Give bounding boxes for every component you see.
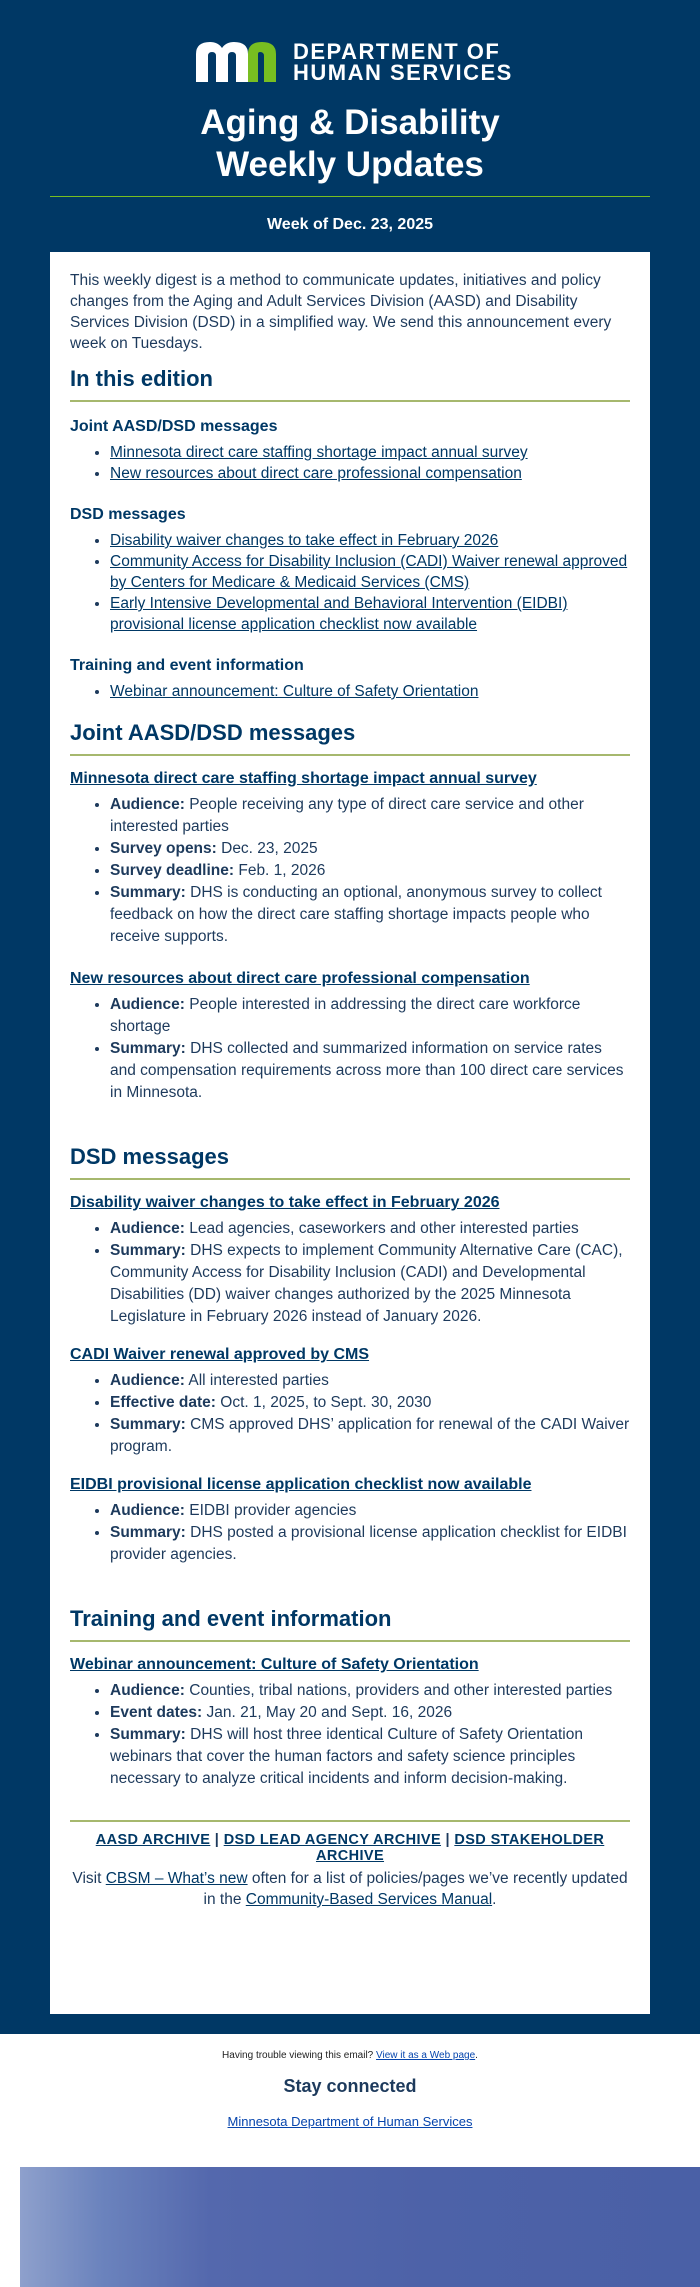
detail-text: Oct. 1, 2025, to Sept. 30, 2030 bbox=[215, 1394, 432, 1411]
list-item bbox=[110, 1414, 630, 1458]
dhs-logo[interactable] bbox=[196, 39, 516, 85]
detail-text: Jan. 21, May 20 and Sept. 16, 2026 bbox=[202, 1704, 453, 1721]
detail-text: People interested in addressing the direct care workforce shortage bbox=[110, 996, 581, 1035]
detail-label: Summary: bbox=[110, 1242, 186, 1259]
section-heading: Training and event information bbox=[70, 1606, 630, 1642]
toc-group-title: Joint AASD/DSD messages bbox=[70, 418, 278, 435]
view-web-page-link[interactable]: View it as a Web page bbox=[376, 2050, 476, 2061]
toc-link[interactable]: Community Access for Disability Inclusion (CADI) Waiver renewal approved by Centers for Medicare & Medicaid Services (CMS) bbox=[110, 553, 628, 591]
detail-label: Event dates: bbox=[110, 1704, 203, 1721]
detail-text: DHS is conducting an optional, anonymous survey to collect feedback on how the direct care staffing shortage impacts people who receive supports. bbox=[110, 884, 602, 945]
detail-text: DHS will host three identical Culture of Safety Orientation webinars that cover the human factors and safety science principles necessary to analyze critical incidents and inform decision-making. bbox=[110, 1726, 583, 1787]
list-item bbox=[110, 838, 630, 860]
list-item bbox=[110, 1702, 630, 1724]
title-line2: Weekly Updates bbox=[216, 145, 484, 184]
separator: | bbox=[210, 1832, 224, 1848]
detail-label: Audience: bbox=[110, 1682, 185, 1699]
week-label: Week of Dec. 23, 2025 bbox=[266, 216, 434, 233]
toc-group-title: Training and event information bbox=[70, 657, 304, 674]
list-item bbox=[110, 1680, 630, 1702]
article-details bbox=[70, 794, 630, 948]
list-item bbox=[110, 681, 630, 702]
detail-text: DHS expects to implement Community Alternative Care (CAC), Community Access for Disability Inclusion (CADI) and Developmental Disabilities (DD) waiver changes authorized by the 2025 Minnesota Legislature in February 2026 instead of January 2026. bbox=[110, 1242, 623, 1325]
article-details bbox=[70, 1370, 630, 1458]
detail-text: DHS collected and summarized information on service rates and compensation requirements across more than 100 direct care services in Minnesota. bbox=[110, 1040, 624, 1101]
footer-divider bbox=[70, 1820, 630, 1822]
trouble-viewing bbox=[0, 2050, 700, 2061]
article-title bbox=[70, 1346, 630, 1364]
detail-label: Audience: bbox=[110, 1372, 185, 1389]
list-item bbox=[110, 442, 630, 463]
section-heading: Joint AASD/DSD messages bbox=[70, 720, 630, 756]
detail-text: Counties, tribal nations, providers and other interested parties bbox=[184, 1682, 613, 1699]
detail-label: Summary: bbox=[110, 1726, 186, 1743]
header-divider bbox=[50, 196, 650, 197]
separator: | bbox=[441, 1832, 455, 1848]
footer-note bbox=[70, 1868, 630, 1910]
article-title bbox=[70, 970, 630, 988]
toc-list bbox=[70, 530, 630, 635]
article-title bbox=[70, 1194, 630, 1212]
list-item bbox=[110, 1724, 630, 1790]
stay-connected-heading: Stay connected bbox=[283, 2076, 417, 2096]
detail-label: Audience: bbox=[110, 996, 185, 1013]
page-title bbox=[0, 102, 700, 186]
article-details bbox=[70, 1680, 630, 1790]
article-details bbox=[70, 1218, 630, 1328]
detail-text: CMS approved DHS’ application for renewal of the CADI Waiver program. bbox=[110, 1416, 630, 1455]
note-text: . bbox=[492, 1891, 497, 1908]
toc-heading: In this edition bbox=[70, 366, 630, 402]
toc-link[interactable]: New resources about direct care professional compensation bbox=[110, 465, 522, 482]
note-text: often for a list of policies/pages we’ve recently updated in the bbox=[203, 1870, 628, 1908]
trouble-post: . bbox=[475, 2050, 478, 2061]
article-link[interactable]: CADI Waiver renewal approved by CMS bbox=[70, 1346, 370, 1363]
article-title bbox=[70, 1656, 630, 1674]
toc-link[interactable]: Early Intensive Developmental and Behavioral Intervention (EIDBI) provisional license application checklist now available bbox=[110, 595, 568, 633]
dsd-lead-agency-archive-link[interactable]: DSD LEAD AGENCY ARCHIVE bbox=[223, 1832, 442, 1848]
article-title bbox=[70, 1476, 630, 1494]
detail-text: EIDBI provider agencies bbox=[184, 1502, 357, 1519]
list-item bbox=[110, 463, 630, 484]
section-heading: DSD messages bbox=[70, 1144, 630, 1180]
detail-label: Summary: bbox=[110, 1416, 186, 1433]
toc-link[interactable]: Minnesota direct care staffing shortage impact annual survey bbox=[110, 444, 528, 461]
archive-links bbox=[70, 1832, 630, 1864]
article-details bbox=[70, 1500, 630, 1566]
detail-text: Feb. 1, 2026 bbox=[234, 862, 326, 879]
toc-link[interactable]: Disability waiver changes to take effect in February 2026 bbox=[110, 532, 499, 549]
table-of-contents bbox=[70, 418, 630, 702]
logo-text bbox=[293, 41, 513, 83]
content-card bbox=[50, 252, 650, 2014]
article-link[interactable]: EIDBI provisional license application checklist now available bbox=[70, 1476, 532, 1493]
cbsm-manual-link[interactable]: Community-Based Services Manual bbox=[245, 1891, 493, 1908]
list-item bbox=[110, 1370, 630, 1392]
list-item bbox=[110, 530, 630, 551]
detail-label: Effective date: bbox=[110, 1394, 216, 1411]
detail-label: Survey deadline: bbox=[110, 862, 235, 879]
article-link[interactable]: Disability waiver changes to take effect in February 2026 bbox=[70, 1194, 500, 1211]
toc-group-title: DSD messages bbox=[70, 506, 186, 523]
toc-link[interactable]: Webinar announcement: Culture of Safety Orientation bbox=[110, 683, 479, 700]
trouble-text: Having trouble viewing this email? bbox=[222, 2050, 377, 2061]
toc-list bbox=[70, 681, 630, 702]
dsd-stakeholder-archive-link[interactable]: DSD STAKEHOLDER ARCHIVE bbox=[315, 1832, 605, 1864]
detail-label: Survey opens: bbox=[110, 840, 217, 857]
mn-logo-icon bbox=[196, 40, 286, 82]
detail-label: Summary: bbox=[110, 1040, 186, 1057]
detail-label: Audience: bbox=[110, 796, 185, 813]
note-text: Visit bbox=[72, 1870, 106, 1887]
article-link[interactable]: Webinar announcement: Culture of Safety Orientation bbox=[70, 1656, 479, 1673]
list-item bbox=[110, 882, 630, 948]
detail-label: Audience: bbox=[110, 1220, 185, 1237]
article-details bbox=[70, 994, 630, 1104]
list-item bbox=[110, 1522, 630, 1566]
detail-text: All interested parties bbox=[184, 1372, 329, 1389]
detail-text: Dec. 23, 2025 bbox=[216, 840, 318, 857]
list-item bbox=[110, 1038, 630, 1104]
article-title bbox=[70, 770, 630, 788]
list-item bbox=[110, 794, 630, 838]
detail-label: Summary: bbox=[110, 1524, 186, 1541]
list-item bbox=[110, 1392, 630, 1414]
detail-text: People receiving any type of direct care service and other interested parties bbox=[110, 796, 584, 835]
list-item bbox=[110, 551, 630, 593]
dhs-link-wrap bbox=[0, 2114, 700, 2129]
logo-text-line1: DEPARTMENT OF bbox=[293, 39, 501, 64]
list-item bbox=[110, 1218, 630, 1240]
detail-label: Summary: bbox=[110, 884, 186, 901]
article-link[interactable]: New resources about direct care professional compensation bbox=[70, 970, 530, 987]
detail-label: Audience: bbox=[110, 1502, 185, 1519]
email-footer bbox=[0, 2034, 700, 2287]
list-item bbox=[110, 860, 630, 882]
cbsm-whats-new-link[interactable]: CBSM – What’s new bbox=[105, 1870, 248, 1887]
list-item bbox=[110, 593, 630, 635]
footer-banner-image bbox=[20, 2167, 700, 2287]
detail-text: DHS posted a provisional license application checklist for EIDBI provider agencies. bbox=[110, 1524, 627, 1563]
detail-text: Lead agencies, caseworkers and other interested parties bbox=[184, 1220, 579, 1237]
list-item bbox=[110, 1500, 630, 1522]
list-item bbox=[110, 1240, 630, 1328]
toc-list bbox=[70, 442, 630, 484]
title-line1: Aging & Disability bbox=[200, 103, 500, 142]
article-link[interactable]: Minnesota direct care staffing shortage impact annual survey bbox=[70, 770, 537, 787]
dhs-website-link[interactable]: Minnesota Department of Human Services bbox=[227, 2114, 473, 2129]
list-item bbox=[110, 994, 630, 1038]
intro-paragraph: This weekly digest is a method to communicate updates, initiatives and policy changes from the Aging and Adult Services Division (AASD) and Disability Services Division (DSD) in a simplified way. We send this announcement every week on Tuesdays. bbox=[70, 272, 612, 352]
logo-text-line2: HUMAN SERVICES bbox=[293, 60, 513, 85]
aasd-archive-link[interactable]: AASD ARCHIVE bbox=[95, 1832, 211, 1848]
